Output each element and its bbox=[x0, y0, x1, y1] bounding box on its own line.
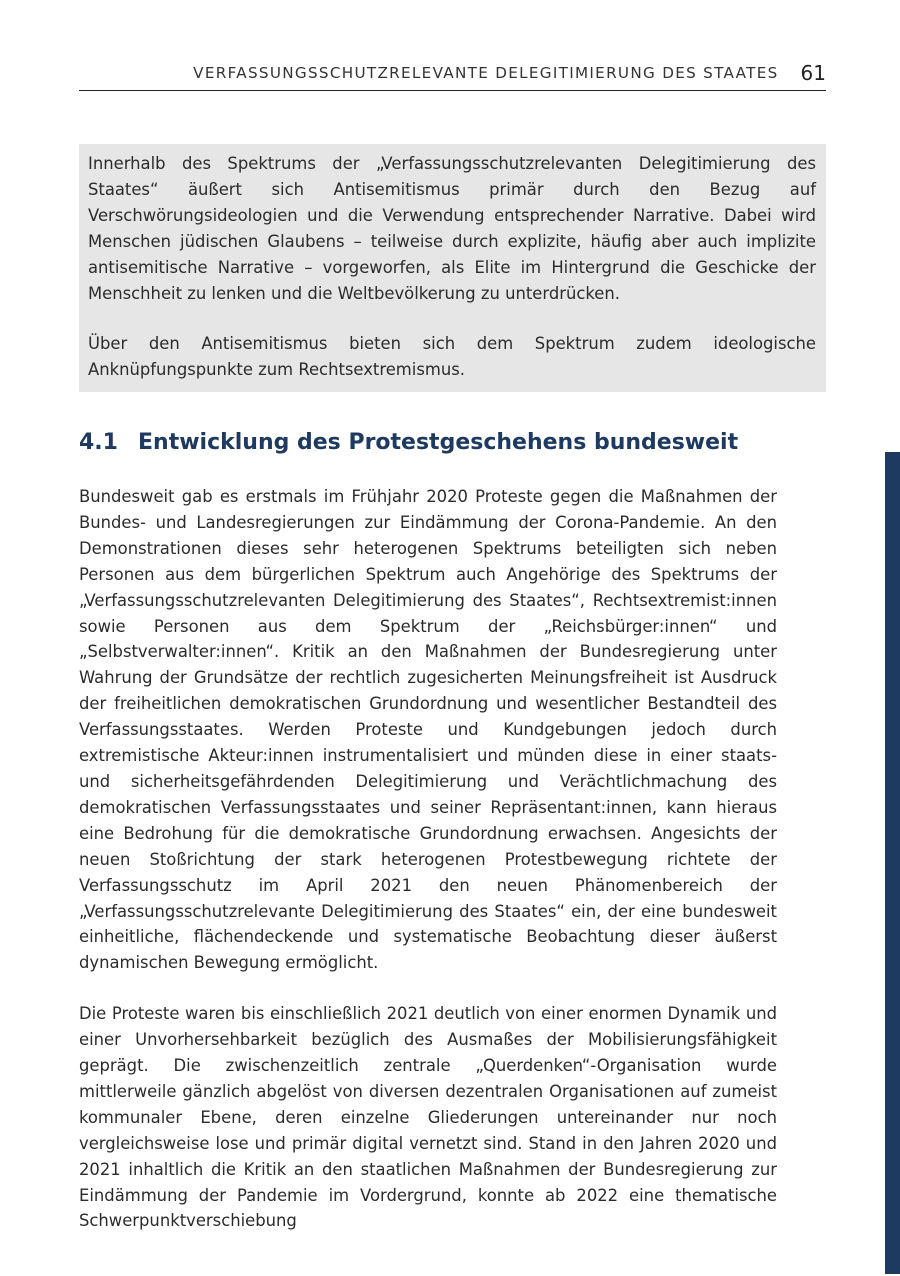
section-number: 4.1 bbox=[79, 430, 118, 455]
body-paragraph: Bundesweit gab es erstmals im Frühjahr 2020 Proteste gegen die Maßnahmen der Bundes- und Landesregierungen zur Eindämmung der Corona-Pandemie. An den Demonstrationen dieses sehr heterogenen Spektrums beteiligten sich neben Personen aus dem bürgerlichen Spektrum auch Angehörige des Spektrums der „Verfassungsschutzrelevanten Delegitimierung des Staates“, Rechtsextremist:innen sowie Personen aus dem Spektrum der „Reichsbürger:innen“ und „Selbstverwalter:innen“. Kritik an den Maßnahmen der Bundesregierung unter Wahrung der Grundsätze der rechtlich zugesicherten Meinungsfreiheit ist Ausdruck der freiheitlichen demokratischen Grundordnung und wesentlicher Bestandteil des Verfassungsstaates. Werden Proteste und Kundgebungen jedoch durch extremistische Akteur:innen instrumentalisiert und münden diese in einer staats- und sicherheitsgefährdenden Delegitimierung und Verächtlichmachung des demokratischen Verfassungsstaates und seiner Repräsentant:innen, kann hieraus eine Bedrohung für die demokratische Grundordnung erwachsen. Angesichts der neuen Stoßrichtung der stark heterogenen Protestbewegung richtete der Verfassungsschutz im April 2021 den neuen Phänomenbereich der „Verfassungsschutzrelevante Delegitimierung des Staates“ ein, der eine bundesweit einheitliche, flächendeckende und systematische Beobachtung dieser äußerst dynamischen Bewegung ermöglicht. bbox=[79, 487, 777, 973]
running-title: VERFASSUNGSSCHUTZRELEVANTE DELEGITIMIERUNG DES STAATES bbox=[193, 64, 779, 82]
section-title: Entwicklung des Protestgeschehens bundesweit bbox=[138, 430, 739, 455]
summary-paragraph: Über den Antisemitismus bieten sich dem Spektrum zudem ideologische Anknüpfungspunkte zum Rechtsextremismus. bbox=[88, 334, 816, 380]
page-number: 61 bbox=[800, 61, 826, 85]
body-text bbox=[79, 484, 777, 1234]
body-paragraph: Die Proteste waren bis einschließlich 2021 deutlich von einer enormen Dynamik und einer Unvorhersehbarkeit bezüglich des Ausmaßes der Mobilisierungsfähigkeit geprägt. Die zwischenzeitlich zentrale „Querdenken“-Organisation wurde mittlerweile gänzlich abgelöst von diversen dezentralen Organisationen auf zumeist kommunaler Ebene, deren einzelne Gliederungen untereinander nur noch vergleichsweise lose und primär digital vernetzt sind. Stand in den Jahren 2020 und 2021 inhaltlich die Kritik an den staatlichen Maßnahmen der Bundesregierung zur Eindämmung der Pandemie im Vordergrund, konnte ab 2022 eine thematische Schwerpunktverschiebung bbox=[79, 1004, 777, 1231]
summary-box bbox=[79, 144, 826, 392]
section-heading bbox=[79, 428, 839, 458]
running-header bbox=[79, 56, 826, 91]
chapter-side-bar bbox=[885, 452, 900, 1274]
summary-paragraph: Innerhalb des Spektrums der „Verfassungsschutzrelevanten Delegitimierung des Staates“ äußert sich Antisemitismus primär durch den Bezug auf Verschwörungsideologien und die Verwendung entsprechender Narrative. Dabei wird Menschen jüdischen Glaubens – teilweise durch explizite, häufig aber auch implizite antisemitische Narrative – vorgeworfen, als Elite im Hintergrund die Geschicke der Menschheit zu lenken und die Weltbevölkerung zu unterdrücken. bbox=[88, 154, 816, 303]
